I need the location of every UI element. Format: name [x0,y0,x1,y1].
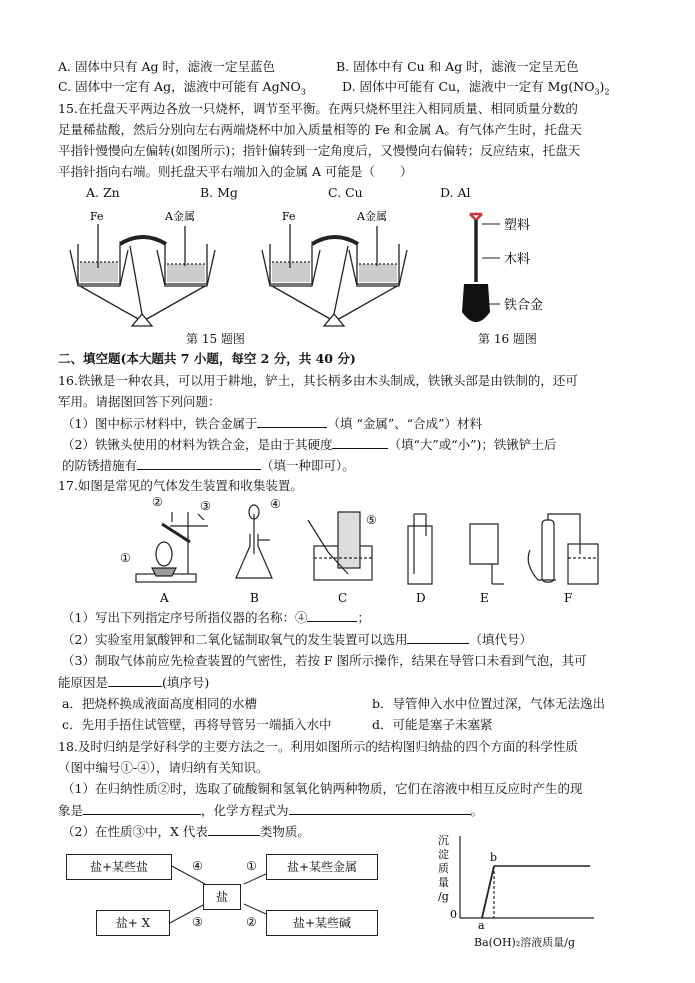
answer-blank[interactable] [332,435,388,449]
q16-line1: 16.铁锹是一种农具，可以用于耕地，铲土，其长柄多由木头制成，铁锹头部是由铁制的，还可 [58,373,578,388]
q18-line2: （图中编号①-④），请归纳有关知识。 [58,760,269,775]
q17-part1: （1）写出下列指定序号所指仪器的名称：④ ； [62,610,370,625]
y-label-char-3: 质 [438,862,449,875]
q15-balance-figure [60,202,445,330]
q18-box-salt-plus-salt: 盐+某些盐 [66,854,172,880]
q18-line1: 18.及时归纳是学好科学的主要方法之一。利用如图所示的结构图归纳盐的四个方面的科学性质 [58,739,578,754]
q16-label-wood: 木料 [504,252,531,267]
q18-num-3: ③ [192,915,203,929]
balance-scale-left [70,224,215,326]
q18-part2: （2）在性质③中，X 代表 类物质。 [62,824,310,839]
q14-option-c: C. 固体中一定有 Ag，滤液中可能有 AgNO$_3$ [58,79,306,97]
q17-apparatus-figure [112,494,622,606]
q17-option-b: b．导管伸入水中位置过深，气体无法逸出 [372,696,606,711]
q18-part1-line1: （1）在归纳性质②时，选取了硫酸铜和氢氧化钠两种物质，它们在溶液中相互反应时产生的现 [62,781,583,796]
q14-option-b: B. 固体中有 Cu 和 Ag 时，滤液一定呈无色 [336,59,579,74]
q15-line2: 足量稀盐酸，然后分别向左右两端烧杯中加入质量相等的 Fe 和金属 A。有气体产生时，托盘天 [58,122,582,137]
q17-option-c: c．先用手捂住试管壁，再将导管另一端插入水中 [62,717,332,732]
point-a-label: a [478,919,485,932]
q17-mark-2: ② [152,495,163,509]
q17-mark-3: ③ [200,499,211,513]
q18-box-salt-plus-metal: 盐+某些金属 [266,854,378,880]
q15-option-d: D. Al [440,185,471,200]
q18-box-salt-plus-base: 盐+某些碱 [266,910,378,936]
q17-mark-1: ① [120,551,131,565]
q17-title: 17.如图是常见的气体发生装置和收集装置。 [58,478,303,493]
q14-option-d: D. 固体中可能有 Cu，滤液中一定有 $Mg(NO_3)_2$ [342,79,610,97]
q16-caption: 第 16 题图 [478,332,537,346]
q15-label-fe-left: Fe [90,210,104,223]
answer-blank[interactable] [307,608,357,622]
q18-box-salt-plus-x: 盐+ X [96,910,170,936]
q16-part3: 的防锈措施有 （填一种即可）。 [62,458,355,473]
answer-blank[interactable] [208,822,260,836]
q17-letter-a: A [160,591,169,605]
q17-part2: （2）实验室用氯酸钾和二氧化锰制取氧气的发生装置可以选用 （填代号） [62,632,532,647]
q15-option-b: B. Mg [200,185,238,200]
q15-option-c: C. Cu [328,185,363,200]
q15-line3: 平指针慢慢向左偏转(如图所示)；指针偏转到一定角度后，又慢慢向右偏转；反应结束，托盘天 [58,143,581,158]
q18-num-1: ① [246,859,257,873]
q18-part1-line2: 象是 ，化学方程式为 。 [58,803,484,818]
answer-blank[interactable] [83,801,201,815]
origin-label: 0 [450,908,457,921]
y-label-char-4: 量 [438,876,449,889]
q16-label-plastic: 塑料 [504,218,531,233]
q15-caption: 第 15 题图 [186,332,245,346]
q17-mark-4: ④ [270,497,281,511]
q17-letter-d: D [416,591,426,605]
q16-label-iron-alloy: 铁合金 [504,298,544,313]
q15-label-fe-right: Fe [282,210,296,223]
y-label-char-5: /g [438,890,449,903]
answer-blank[interactable] [407,630,469,644]
q17-letter-e: E [480,591,489,605]
q17-option-a: a．把烧杯换成液面高度相同的水槽 [62,696,257,711]
q18-box-salt: 盐 [203,884,241,910]
q16-shovel-figure [452,206,602,332]
q18-precipitate-graph [430,828,600,934]
q15-line4: 平指针指向右端。则托盘天平右端加入的金属 A 可能是（ ） [58,164,413,179]
q15-label-a-right: A金属 [357,210,387,223]
q17-mark-5: ⑤ [366,513,377,527]
q16-part2: （2）铁锹头使用的材料为铁合金，是由于其硬度 （填“大”或“小”)；铁锹铲土后 [62,437,557,452]
section2-title: 二、填空题(本大题共 7 小题，每空 2 分，共 40 分) [58,351,356,366]
q16-part1: （1）图中标示材料中，铁合金属于 （填 “金属”、“合成”）材料 [62,416,483,431]
q15-option-a: A. Zn [86,185,120,200]
q17-option-d: d．可能是塞子未塞紧 [372,717,493,732]
q14-option-a: A. 固体中只有 Ag 时，滤液一定呈蓝色 [58,59,275,74]
q17-letter-f: F [564,591,573,605]
answer-blank[interactable] [289,801,471,815]
answer-blank[interactable] [137,456,261,470]
point-b-label: b [490,851,498,864]
q17-part3-line1: （3）制取气体前应先检查装置的气密性，若按 F 图所示操作，结果在导管口未看到气泡，其可 [62,653,587,668]
y-label-char-2: 淀 [438,848,449,861]
answer-blank[interactable] [108,673,162,687]
q18-num-4: ④ [192,859,203,873]
y-label-char-1: 沉 [438,834,449,847]
q18-graph-x-label: Ba(OH)₂溶液质量/g [474,936,575,949]
q18-num-2: ② [246,915,257,929]
answer-blank[interactable] [257,414,327,428]
q17-letter-b: B [250,591,259,605]
q17-letter-c: C [338,591,348,605]
q15-line1: 15.在托盘天平两边各放一只烧杯，调节至平衡。在两只烧杯里注入相同质量、相同质量分数的 [58,101,578,116]
q17-part3-line2: 能原因是 (填序号) [58,675,210,690]
balance-scale-right [262,224,407,326]
q16-line2: 军用。请据图回答下列问题： [58,394,221,409]
q15-label-a-left: A金属 [165,210,195,223]
